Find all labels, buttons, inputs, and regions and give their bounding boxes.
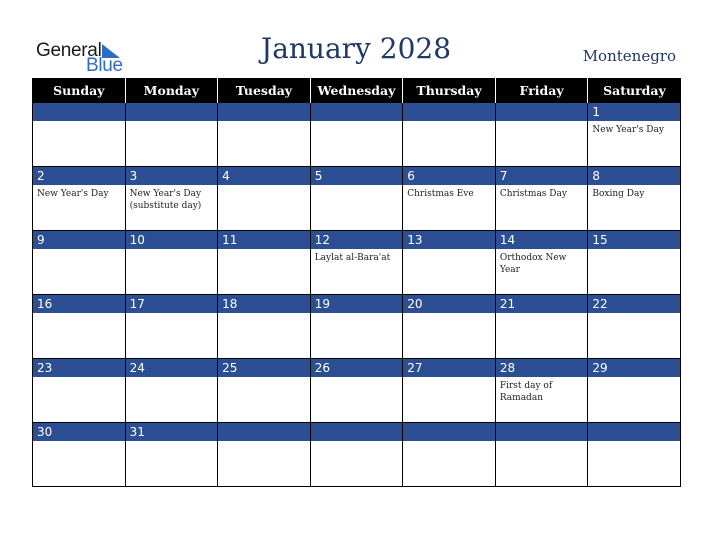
holiday-label	[218, 122, 310, 124]
week-row	[33, 295, 681, 359]
day-cell	[588, 103, 681, 167]
day-cell	[33, 167, 126, 231]
holiday-label	[126, 122, 218, 124]
day-number: 30	[33, 423, 125, 442]
holiday-label	[126, 250, 218, 252]
day-number: 14	[496, 231, 588, 250]
day-cell	[218, 423, 311, 487]
weekday-header: Wednesday	[310, 78, 403, 103]
day-number	[496, 423, 588, 442]
holiday-label	[218, 250, 310, 252]
holiday-label: New Year's Day	[592, 125, 664, 135]
day-number	[126, 103, 218, 122]
calendar-body	[33, 103, 681, 487]
day-number: 8	[588, 167, 680, 186]
day-cell	[310, 423, 403, 487]
day-number	[588, 423, 680, 442]
day-number: 5	[311, 167, 403, 186]
day-cell	[125, 167, 218, 231]
day-cell	[403, 103, 496, 167]
holiday-label: Boxing Day	[592, 189, 645, 199]
day-number: 29	[588, 359, 680, 378]
holiday-label	[588, 442, 680, 444]
day-number	[403, 423, 495, 442]
week-row	[33, 231, 681, 295]
holiday-label: Christmas Day	[499, 189, 567, 199]
weekday-header: Thursday	[403, 78, 496, 103]
holiday-label	[311, 314, 403, 316]
day-number: 15	[588, 231, 680, 250]
day-number: 11	[218, 231, 310, 250]
day-cell	[588, 167, 681, 231]
weekday-header: Tuesday	[218, 78, 311, 103]
holiday-label: New Year's Day	[37, 189, 109, 199]
day-cell	[403, 231, 496, 295]
day-cell	[125, 423, 218, 487]
holiday-label	[33, 122, 125, 124]
week-row	[33, 167, 681, 231]
day-number	[311, 423, 403, 442]
day-number: 28	[496, 359, 588, 378]
calendar-grid	[32, 78, 681, 487]
holiday-label	[311, 442, 403, 444]
country-label: Montenegro	[582, 47, 676, 65]
day-cell	[33, 423, 126, 487]
day-cell	[588, 231, 681, 295]
weekday-header: Friday	[495, 78, 588, 103]
logo-blue-text: Blue	[86, 55, 123, 76]
holiday-label	[403, 314, 495, 316]
day-number: 3	[126, 167, 218, 186]
day-number: 20	[403, 295, 495, 314]
day-cell	[125, 295, 218, 359]
holiday-label	[126, 314, 218, 316]
day-number: 24	[126, 359, 218, 378]
holiday-label	[403, 122, 495, 124]
weekday-header: Monday	[125, 78, 218, 103]
day-cell	[125, 103, 218, 167]
day-cell	[403, 167, 496, 231]
week-row	[33, 423, 681, 487]
holiday-label	[218, 314, 310, 316]
holiday-label	[588, 314, 680, 316]
day-cell	[218, 167, 311, 231]
week-row	[33, 103, 681, 167]
day-cell	[125, 231, 218, 295]
holiday-label	[126, 442, 218, 444]
weekday-header: Saturday	[588, 78, 681, 103]
holiday-label	[496, 122, 588, 124]
day-number: 21	[496, 295, 588, 314]
holiday-label	[33, 314, 125, 316]
holiday-label	[403, 378, 495, 380]
holiday-label	[126, 378, 218, 380]
holiday-label: New Year's Day (substitute day)	[129, 189, 202, 211]
holiday-label	[496, 314, 588, 316]
day-number	[218, 103, 310, 122]
week-row	[33, 359, 681, 423]
day-cell	[33, 295, 126, 359]
day-cell	[588, 359, 681, 423]
day-number: 18	[218, 295, 310, 314]
holiday-label	[588, 378, 680, 380]
holiday-label: First day of Ramadan	[499, 381, 553, 403]
day-cell	[218, 359, 311, 423]
weekday-header-row	[33, 78, 681, 103]
holiday-label	[33, 250, 125, 252]
holiday-label	[311, 186, 403, 188]
holiday-label	[588, 250, 680, 252]
day-number: 12	[311, 231, 403, 250]
holiday-label	[33, 378, 125, 380]
day-number	[496, 103, 588, 122]
holiday-label	[403, 442, 495, 444]
logo-general-text: General	[36, 40, 102, 61]
day-number: 2	[33, 167, 125, 186]
day-cell	[310, 103, 403, 167]
day-number	[311, 103, 403, 122]
day-cell	[495, 167, 588, 231]
holiday-label: Laylat al-Bara'at	[314, 253, 391, 263]
holiday-label	[33, 442, 125, 444]
holiday-label	[311, 122, 403, 124]
day-number: 1	[588, 103, 680, 122]
day-cell	[403, 423, 496, 487]
holiday-label: Orthodox New Year	[499, 253, 567, 275]
holiday-label	[496, 442, 588, 444]
day-number: 4	[218, 167, 310, 186]
day-cell	[218, 231, 311, 295]
day-cell	[33, 231, 126, 295]
day-number: 9	[33, 231, 125, 250]
day-number: 25	[218, 359, 310, 378]
day-number: 13	[403, 231, 495, 250]
day-cell	[33, 103, 126, 167]
holiday-label	[403, 250, 495, 252]
day-cell	[495, 103, 588, 167]
holiday-label	[218, 378, 310, 380]
day-number	[33, 103, 125, 122]
day-number	[403, 103, 495, 122]
day-cell	[310, 295, 403, 359]
day-cell	[495, 231, 588, 295]
day-cell	[588, 423, 681, 487]
day-cell	[588, 295, 681, 359]
day-number: 10	[126, 231, 218, 250]
day-number	[218, 423, 310, 442]
day-cell	[403, 359, 496, 423]
weekday-header: Sunday	[33, 78, 126, 103]
day-cell	[310, 167, 403, 231]
holiday-label	[311, 378, 403, 380]
day-cell	[495, 423, 588, 487]
holiday-label	[218, 442, 310, 444]
calendar-title: January 2028	[260, 32, 452, 65]
holiday-label	[218, 186, 310, 188]
day-number: 31	[126, 423, 218, 442]
day-cell	[310, 231, 403, 295]
day-number: 16	[33, 295, 125, 314]
day-cell	[33, 359, 126, 423]
day-number: 6	[403, 167, 495, 186]
day-cell	[218, 295, 311, 359]
day-cell	[310, 359, 403, 423]
day-number: 23	[33, 359, 125, 378]
holiday-label: Christmas Eve	[407, 189, 474, 199]
day-number: 7	[496, 167, 588, 186]
day-number: 22	[588, 295, 680, 314]
day-cell	[495, 295, 588, 359]
day-cell	[495, 359, 588, 423]
day-cell	[125, 359, 218, 423]
day-cell	[218, 103, 311, 167]
day-cell	[403, 295, 496, 359]
day-number: 17	[126, 295, 218, 314]
day-number: 26	[311, 359, 403, 378]
day-number: 19	[311, 295, 403, 314]
day-number: 27	[403, 359, 495, 378]
